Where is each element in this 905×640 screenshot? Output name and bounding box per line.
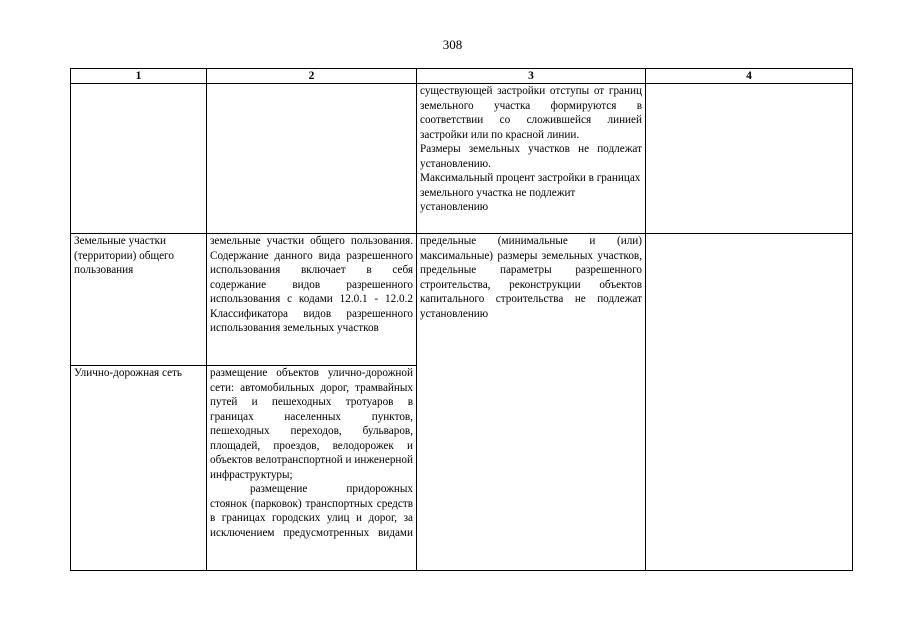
header-col-2: 2	[207, 69, 417, 84]
cell-row3-col1: Улично-дорожная сеть	[71, 366, 207, 571]
page-number: 308	[442, 37, 463, 52]
cell-row2-col1: Земельные участки (территории) общего пользования	[71, 234, 207, 366]
cell-row1-col1	[71, 84, 207, 234]
cell-row3-col2	[207, 366, 417, 571]
table-row	[71, 234, 853, 366]
cell-row2-col3	[417, 234, 646, 571]
paragraph: Максимальный процент застройки в границах земельного участка не подлежит установлению	[420, 172, 641, 213]
header-col-4: 4	[646, 69, 853, 84]
paragraph: размещение объектов улично-дорожной сети: автомобильных дорог, трамвайных путей и пешеходных тротуаров в границах населенных пунктов, пешеходных переходов, бульваров, площадей, проездов, велодорожек и объектов велотранспортной и инженерной инфраструктуры;	[210, 367, 413, 481]
paragraph: размещение придорожных стоянок (парковок) транспортных средств в границах городских улиц и дорог, за исключением предусмотренных видами	[210, 483, 413, 539]
cell-row1-col2	[207, 84, 417, 234]
table-header-row	[71, 69, 853, 84]
cell-row1-col3	[417, 84, 646, 234]
paragraph: Размеры земельных участков не подлежат установлению.	[420, 143, 642, 170]
paragraph: предельные (минимальные и (или) максимальные) размеры земельных участков, предельные параметры разрешенного строительства, реконструкции объектов капитального строительства не подлежат установлению	[420, 235, 642, 320]
cell-row2-col4	[646, 234, 853, 571]
table-row	[71, 84, 853, 234]
paragraph: земельные участки общего пользования. Содержание данного вида разрешенного использования включает в себя содержание видов разрешенного использования с кодами 12.0.1 - 12.0.2 Классификатора видов разрешенного использования земельных участков	[210, 235, 413, 334]
regulations-table	[70, 68, 853, 571]
cell-row2-col2	[207, 234, 417, 366]
cell-row1-col4	[646, 84, 853, 234]
header-col-1: 1	[71, 69, 207, 84]
paragraph: существующей застройки отступы от границ земельного участка формируются в соответствии со сложившейся линией застройки или по красной линии.	[420, 85, 642, 141]
header-col-3: 3	[417, 69, 646, 84]
